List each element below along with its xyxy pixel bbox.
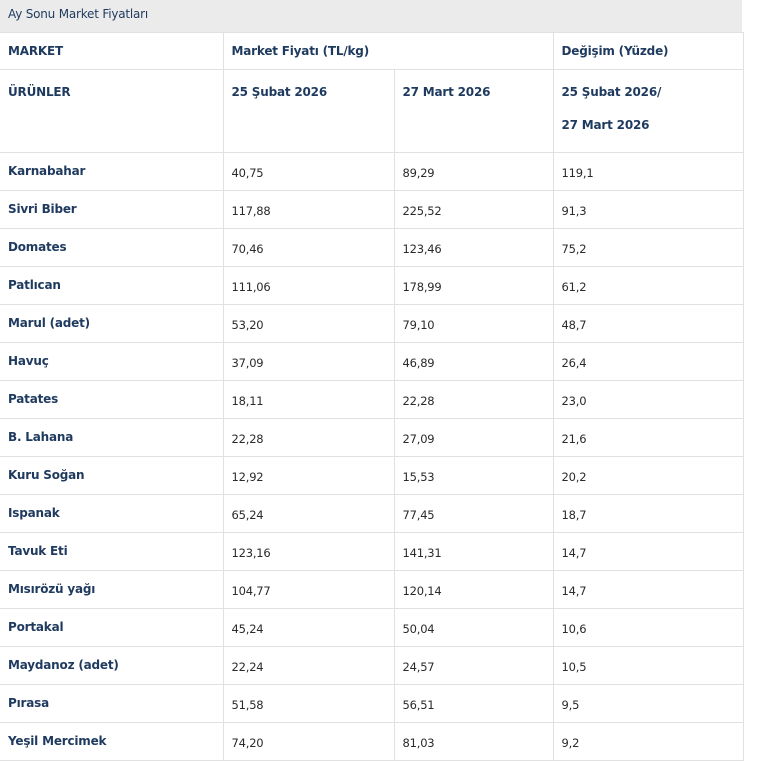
change-percent: 75,2 — [553, 229, 743, 267]
product-name: Yeşil Mercimek — [0, 723, 223, 761]
change-percent: 18,7 — [553, 495, 743, 533]
price-mar: 178,99 — [394, 267, 553, 305]
table-row — [0, 267, 743, 305]
product-name: Ispanak — [0, 495, 223, 533]
header-change-group: Değişim (Yüzde) — [553, 33, 743, 70]
price-feb: 40,75 — [223, 153, 394, 191]
price-mar: 50,04 — [394, 609, 553, 647]
table-row — [0, 343, 743, 381]
price-feb: 74,20 — [223, 723, 394, 761]
table-row — [0, 685, 743, 723]
table-row — [0, 191, 743, 229]
price-mar: 79,10 — [394, 305, 553, 343]
product-name: Portakal — [0, 609, 223, 647]
table-row — [0, 533, 743, 571]
product-name: Domates — [0, 229, 223, 267]
change-percent: 119,1 — [553, 153, 743, 191]
table-title-bar — [0, 0, 742, 32]
table-row — [0, 153, 743, 191]
product-name: Havuç — [0, 343, 223, 381]
price-mar: 56,51 — [394, 685, 553, 723]
price-feb: 22,24 — [223, 647, 394, 685]
price-mar: 120,14 — [394, 571, 553, 609]
change-percent: 61,2 — [553, 267, 743, 305]
table-row — [0, 647, 743, 685]
product-name: Mısırözü yağı — [0, 571, 223, 609]
price-mar: 22,28 — [394, 381, 553, 419]
change-percent: 20,2 — [553, 457, 743, 495]
change-percent: 23,0 — [553, 381, 743, 419]
table-row — [0, 495, 743, 533]
product-name: B. Lahana — [0, 419, 223, 457]
table-row — [0, 571, 743, 609]
table-title: Ay Sonu Market Fiyatları — [8, 7, 149, 21]
product-name: Tavuk Eti — [0, 533, 223, 571]
header-row-dates — [0, 70, 743, 153]
header-change-line2: 27 Mart 2026 — [561, 118, 650, 132]
table-row — [0, 457, 743, 495]
price-feb: 12,92 — [223, 457, 394, 495]
table-row — [0, 723, 743, 761]
product-name: Patates — [0, 381, 223, 419]
price-mar: 24,57 — [394, 647, 553, 685]
price-feb: 22,28 — [223, 419, 394, 457]
table-row — [0, 381, 743, 419]
product-name: Sivri Biber — [0, 191, 223, 229]
change-percent: 26,4 — [553, 343, 743, 381]
price-mar: 89,29 — [394, 153, 553, 191]
price-feb: 111,06 — [223, 267, 394, 305]
table-row — [0, 229, 743, 267]
price-mar: 77,45 — [394, 495, 553, 533]
price-feb: 51,58 — [223, 685, 394, 723]
change-percent: 48,7 — [553, 305, 743, 343]
table-row — [0, 609, 743, 647]
table-row — [0, 305, 743, 343]
product-name: Kuru Soğan — [0, 457, 223, 495]
price-mar: 225,52 — [394, 191, 553, 229]
header-products: ÜRÜNLER — [0, 70, 223, 153]
price-feb: 104,77 — [223, 571, 394, 609]
change-percent: 9,5 — [553, 685, 743, 723]
price-feb: 37,09 — [223, 343, 394, 381]
change-percent: 91,3 — [553, 191, 743, 229]
product-name: Pırasa — [0, 685, 223, 723]
change-percent: 10,5 — [553, 647, 743, 685]
price-mar: 46,89 — [394, 343, 553, 381]
product-name: Maydanoz (adet) — [0, 647, 223, 685]
change-percent: 9,2 — [553, 723, 743, 761]
price-mar: 123,46 — [394, 229, 553, 267]
price-feb: 45,24 — [223, 609, 394, 647]
header-date-mar: 27 Mart 2026 — [394, 70, 553, 153]
product-name: Marul (adet) — [0, 305, 223, 343]
price-feb: 65,24 — [223, 495, 394, 533]
header-change-period — [553, 70, 743, 153]
price-mar: 15,53 — [394, 457, 553, 495]
product-name: Karnabahar — [0, 153, 223, 191]
price-mar: 27,09 — [394, 419, 553, 457]
price-mar: 81,03 — [394, 723, 553, 761]
price-mar: 141,31 — [394, 533, 553, 571]
change-percent: 14,7 — [553, 571, 743, 609]
product-name: Patlıcan — [0, 267, 223, 305]
change-percent: 21,6 — [553, 419, 743, 457]
header-price-group: Market Fiyatı (TL/kg) — [223, 33, 553, 70]
price-feb: 53,20 — [223, 305, 394, 343]
change-percent: 10,6 — [553, 609, 743, 647]
header-date-feb: 25 Şubat 2026 — [223, 70, 394, 153]
price-feb: 18,11 — [223, 381, 394, 419]
header-change-line1: 25 Şubat 2026/ — [561, 85, 662, 99]
table-row — [0, 419, 743, 457]
price-feb: 117,88 — [223, 191, 394, 229]
header-row-groups — [0, 33, 743, 70]
change-percent: 14,7 — [553, 533, 743, 571]
header-market: MARKET — [0, 33, 223, 70]
market-prices-table — [0, 32, 744, 761]
price-feb: 123,16 — [223, 533, 394, 571]
price-feb: 70,46 — [223, 229, 394, 267]
